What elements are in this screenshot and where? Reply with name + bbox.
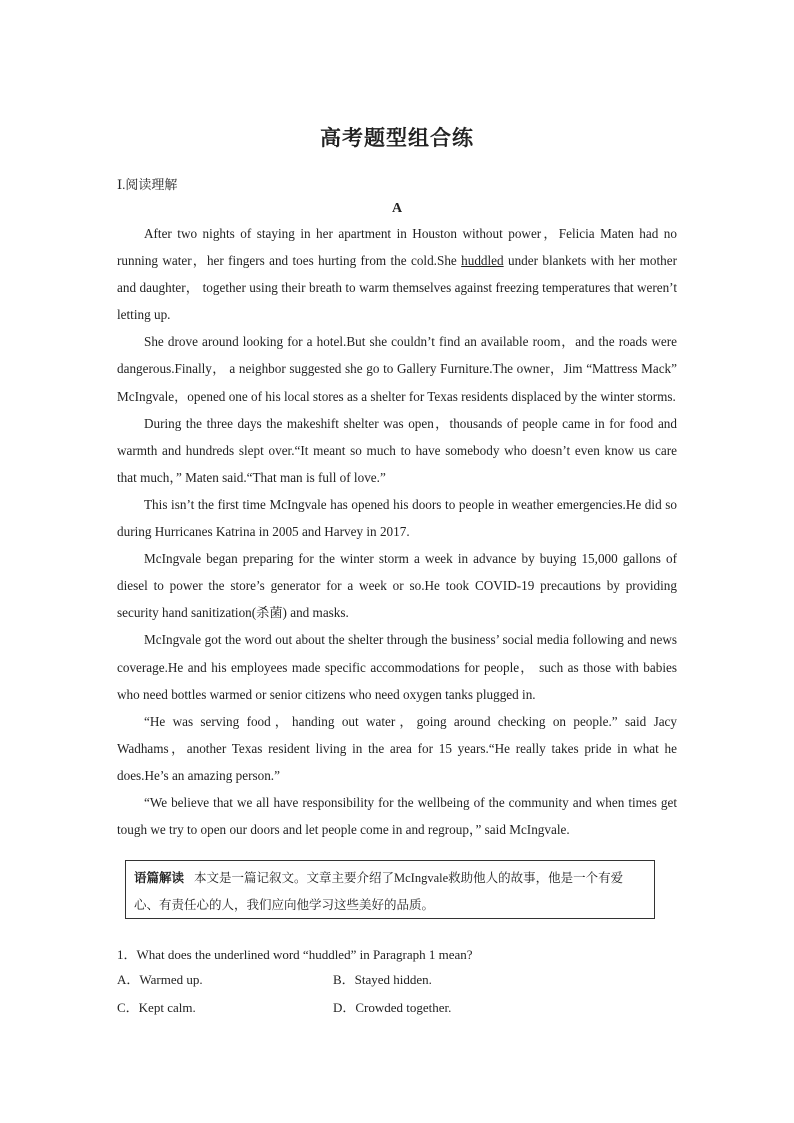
paragraph-1-text-start: After two nights of staying in her apartment in Houston without power，Felicia Maten had no running water，her fingers and toes hurting from the cold.She (117, 226, 677, 269)
section-heading: Ⅰ.阅读理解 (117, 177, 178, 192)
paragraph-4: This isn’t the first time McIngvale has opened his doors to people in weather emergencies.He did so during Hurricanes Katrina in 2005 and Harvey in 2017. (117, 496, 677, 540)
options-row-2 (117, 1000, 677, 1028)
option-c: C．Kept calm. (117, 1000, 196, 1015)
option-d: D．Crowded together. (333, 1000, 452, 1015)
paragraph-1-text-end: under blankets with her mother and daughter， together using their breath to warm themselves against freezing temperatures that weren’t letting up. (117, 253, 677, 323)
question-stem: 1．What does the underlined word “huddled” in Paragraph 1 mean? (117, 947, 473, 962)
option-b: B．Stayed hidden. (333, 972, 432, 987)
paragraph-5: McIngvale began preparing for the winter storm a week in advance by buying 15,000 gallons of diesel to power the store’s generator for a week or so.He took COVID-19 precautions by providing security hand sanitization(杀菌) and masks. (117, 551, 677, 621)
page-title: 高考题型组合练 (320, 126, 474, 150)
underlined-word: huddled (461, 253, 504, 269)
paragraph-7: “He was serving food，handing out water，going around checking on people.” said Jacy Wadhams，another Texas resident living in the area for 15 years.“He really takes pride in what he does.He’s an amazing person.” (117, 713, 677, 783)
option-a: A．Warmed up. (117, 972, 203, 987)
options-row-1 (117, 972, 677, 1000)
paragraph-1 (117, 220, 677, 328)
note-label: 语篇解读 (134, 870, 185, 885)
note-text: 本文是一篇记叙文。文章主要介绍了McIngvale救助他人的故事，他是一个有爱心、有责任心的人，我们应向他学习这些美好的品质。 (134, 871, 624, 912)
paragraph-6: McIngvale got the word out about the shelter through the business’ social media following and news coverage.He and his employees made specific accommodations for people， such as those with babies who need bottles warmed or senior citizens who need oxygen tanks plugged in. (117, 632, 677, 702)
paragraph-3: During the three days the makeshift shelter was open，thousands of people came in for food and warmth and hundreds slept over.“It meant so much to have somebody who doesn’t even know us care that much，” Maten said.“That man is full of love.” (117, 415, 677, 485)
paragraph-2: She drove around looking for a hotel.But she couldn’t find an available room，and the roads were dangerous.Finally， a neighbor suggested she go to Gallery Furniture.The owner，Jim “Mattress Mack” McIngvale，opened one of his local stores as a shelter for Texas residents displaced by the winter storms. (117, 334, 677, 404)
reading-passage (117, 220, 677, 843)
passage-label: A (391, 201, 403, 216)
paragraph-8: “We believe that we all have responsibility for the wellbeing of the community and when times get tough we try to open our doors and let people come in and regroup，” said McIngvale. (117, 794, 677, 838)
question-1 (117, 945, 677, 1028)
discourse-note-box (125, 860, 655, 919)
